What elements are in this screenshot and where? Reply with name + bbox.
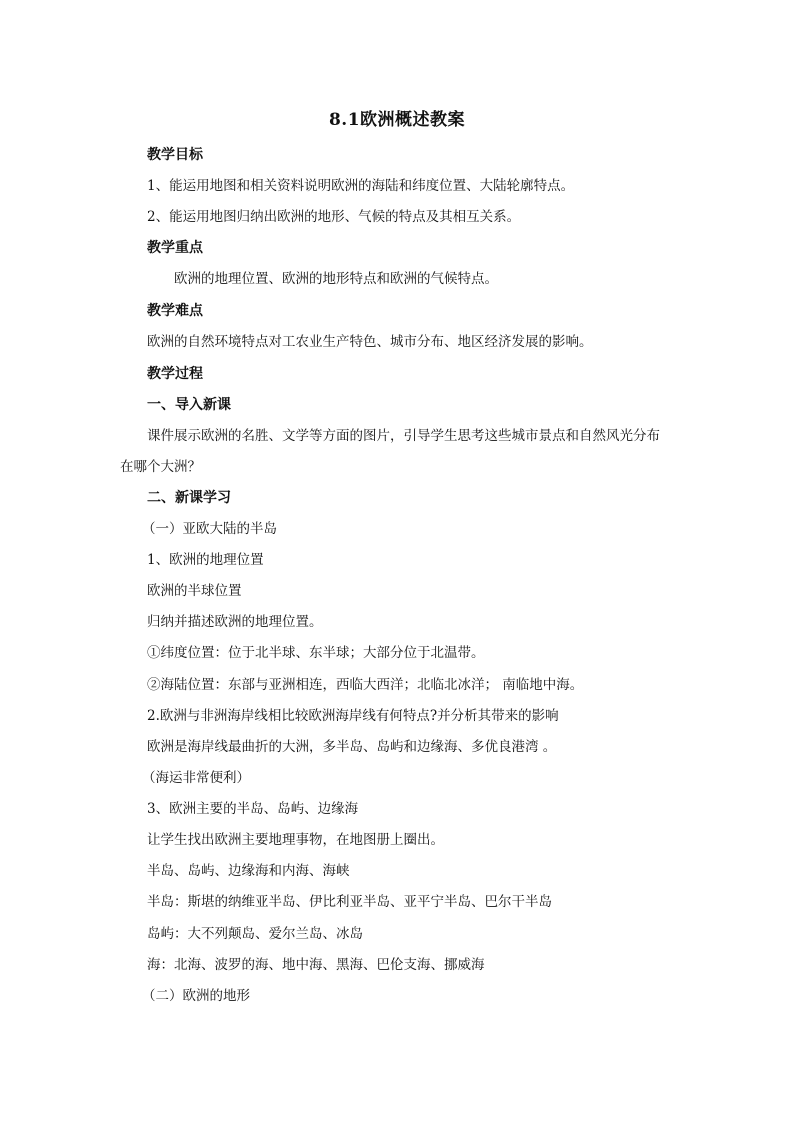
document-title: 8.1欧洲概述教案 (328, 110, 466, 130)
item-main-features: 3、欧洲主要的半岛、岛屿、边缘海 (147, 801, 359, 817)
islands-list: 岛屿：大不列颠岛、爱尔兰岛、冰岛 (147, 926, 363, 942)
coastline-answer: 欧洲是海岸线最曲折的大洲，多半岛、岛屿和边缘海、多优良港湾 。 (147, 739, 557, 755)
student-task: 让学生找出欧洲主要地理事物，在地图册上圈出。 (147, 832, 444, 848)
seas-list: 海：北海、波罗的海、地中海、黑海、巴伦支海、挪威海 (147, 957, 485, 973)
peninsulas-list: 半岛：斯堪的纳维亚半岛、伊比利亚半岛、亚平宁半岛、巴尔干半岛 (147, 894, 552, 910)
heading-process: 教学过程 (147, 366, 203, 382)
summarize-location: 归纳并描述欧洲的地理位置。 (147, 614, 323, 630)
goal-line-2: 2、能运用地图归纳出欧洲的地形、气候的特点及其相互关系。 (147, 209, 521, 225)
goal-line-1: 1、能运用地图和相关资料说明欧洲的海陆和纬度位置、大陆轮廓特点。 (147, 178, 575, 194)
subsection-peninsula: （一）亚欧大陆的半岛 (142, 521, 277, 537)
intro-paragraph-line-1: 课件展示欧洲的名胜、文学等方面的图片，引导学生思考这些城市景点和自然风光分布 (147, 428, 660, 444)
hemisphere-location: 欧洲的半球位置 (147, 583, 242, 599)
feature-categories: 半岛、岛屿、边缘海和内海、海峡 (147, 863, 350, 879)
difficulties-text: 欧洲的自然环境特点对工农业生产特色、城市分布、地区经济发展的影响。 (147, 334, 593, 350)
item-geographic-location: 1、欧洲的地理位置 (147, 552, 264, 568)
shipping-note: （海运非常便利） (142, 770, 250, 786)
section-new-lesson-heading: 二、新课学习 (147, 490, 231, 506)
heading-teaching-goals: 教学目标 (147, 147, 203, 163)
coastline-question: 2.欧洲与非洲海岸线相比较欧洲海岸线有何特点?并分析其带来的影响 (147, 708, 559, 724)
key-points-text: 欧洲的地理位置、欧洲的地形特点和欧洲的气候特点。 (174, 271, 498, 287)
subsection-terrain: （二）欧洲的地形 (142, 988, 250, 1004)
section-intro-heading: 一、导入新课 (147, 397, 231, 413)
heading-key-points: 教学重点 (147, 240, 203, 256)
latitude-location: ①纬度位置：位于北半球、东半球；大部分位于北温带。 (147, 645, 485, 661)
sea-land-location: ②海陆位置：东部与亚洲相连，西临大西洋；北临北冰洋； 南临地中海。 (147, 677, 584, 693)
intro-paragraph-line-2: 在哪个大洲？ (120, 459, 201, 475)
heading-difficulties: 教学难点 (147, 303, 203, 319)
